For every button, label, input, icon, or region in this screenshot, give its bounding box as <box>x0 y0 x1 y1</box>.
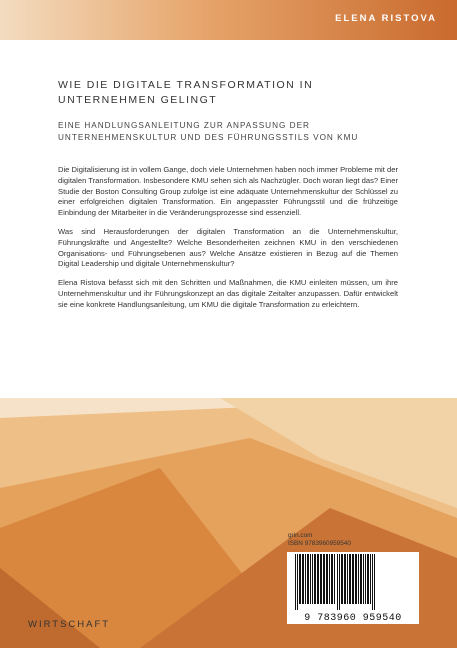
isbn-barcode <box>287 552 419 624</box>
book-title: WIE DIE DIGITALE TRANSFORMATION IN UNTERNEHMEN GELINGT <box>58 79 314 106</box>
book-subtitle: EINE HANDLUNGSANLEITUNG ZUR ANPASSUNG DER UNTERNEHMENSKULTUR UND DES FÜHRUNGSSTILS VON KMU <box>58 121 359 142</box>
publisher-site: grin.com <box>288 532 313 539</box>
barcode-number: 9 783960 959540 <box>304 613 402 624</box>
blurb-paragraph-2: Was sind Herausforderungen der digitalen Transformation an die Unternehmenskultur, Führungskräfte und Angestellte? Welche Besonderheiten zeichnen KMU in den verschiedenen Organisations- und Führungsebenen aus? Welche Ansätze existieren in Bezug auf die Themen Digital Leadership und digitale Unternehmenskultur? <box>58 226 398 269</box>
barcode-bars <box>287 552 419 612</box>
isbn-label: ISBN 9783960959540 <box>288 540 351 547</box>
publisher-info <box>288 532 351 548</box>
blurb-paragraph-1: Die Digitalisierung ist in vollem Gange, doch viele Unternehmen haben noch immer Probleme mit der digitalen Transformation. Insbesondere KMU sehen sich als Nachzügler. Doch woran liegt das? Einer Studie der Boston Consulting Group zufolge ist eine adäquate Unternehmenskultur der Schlüssel zu einer erfolgreichen digitalen Transformation. Ein angepasster Führungsstil und die frühzeitige Einbindung der Mitarbeiter in die Veränderungsprozesse sind essenziell. <box>58 165 398 218</box>
blurb <box>58 165 398 319</box>
category-label: WIRTSCHAFT <box>28 619 111 630</box>
author-name: ELENA RISTOVA <box>335 13 437 24</box>
blurb-paragraph-3: Elena Ristova befasst sich mit den Schritten und Maßnahmen, die KMU einleiten müssen, um ihre Unternehmenskultur und ihr Führungskonzept an das digitale Zeitalter anzupassen. Dafür entwickelt sie eine konkrete Handlungsanleitung, um KMU die digitale Transformation zu erleichtern. <box>58 278 398 309</box>
